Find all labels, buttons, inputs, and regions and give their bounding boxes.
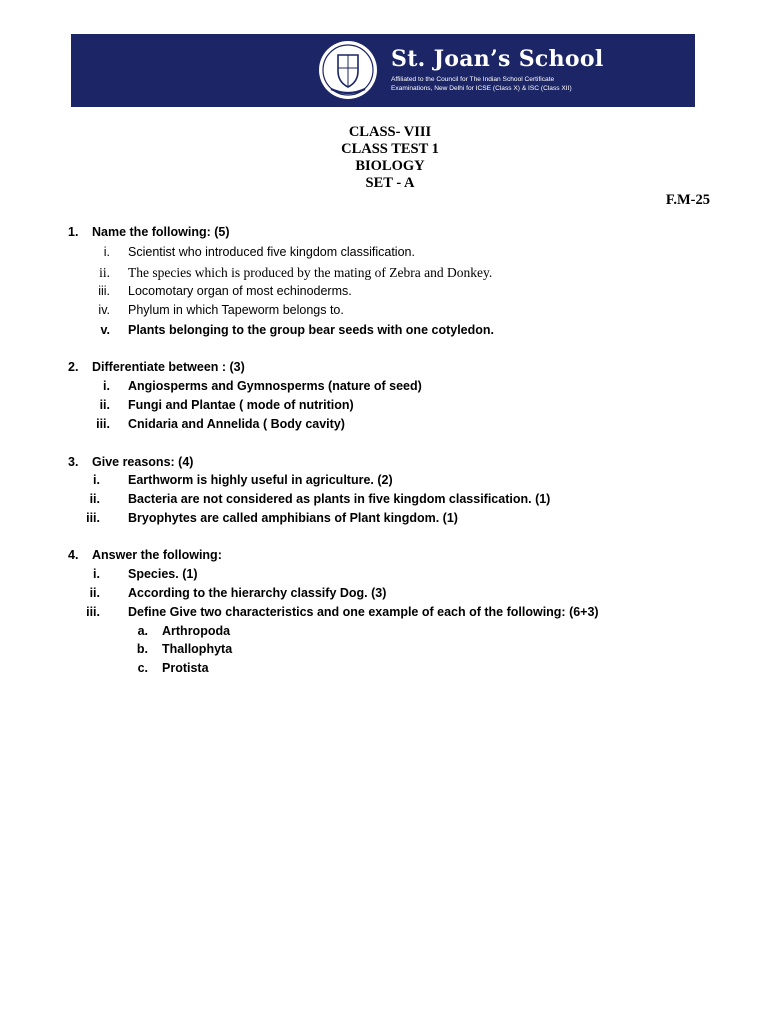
item-numeral: iv. (98, 303, 110, 317)
question-number: 4. (68, 548, 79, 562)
full-marks: F.M-25 (665, 192, 710, 208)
question-2 (68, 360, 245, 374)
item-text: Scientist who introduced five kingdom classification. (128, 245, 415, 259)
item-text: Bryophytes are called amphibians of Plant kingdom. (1) (128, 511, 458, 525)
test-label: CLASS TEST 1 (341, 141, 439, 157)
question-title: Differentiate between : (3) (92, 360, 245, 374)
question-4 (68, 548, 222, 562)
item-text: The species which is produced by the mating of Zebra and Donkey. (128, 265, 493, 280)
question-title: Give reasons: (4) (92, 455, 194, 469)
affiliation-line-1: Affiliated to the Council for The Indian School Certificate (391, 76, 555, 83)
item-text: Protista (162, 661, 209, 675)
item-text: Phylum in which Tapeworm belongs to. (128, 303, 344, 317)
item-text: Define Give two characteristics and one example of each of the following: (6+3) (128, 605, 599, 619)
item-letter: b. (136, 642, 148, 656)
question-number: 1. (68, 225, 79, 239)
subject-label: BIOLOGY (355, 158, 425, 174)
question-1 (68, 225, 230, 239)
item-text: Angiosperms and Gymnosperms (nature of seed) (128, 379, 422, 393)
item-numeral: v. (100, 323, 110, 337)
item-text: Species. (1) (128, 567, 198, 581)
class-label: CLASS- VIII (348, 124, 432, 140)
item-text: According to the hierarchy classify Dog. (3) (128, 586, 387, 600)
item-numeral: iii. (86, 605, 100, 619)
item-numeral: i. (93, 473, 100, 487)
question-number: 2. (68, 360, 79, 374)
school-name: St. Joan’s School (391, 46, 604, 72)
item-text: Cnidaria and Annelida ( Body cavity) (128, 417, 345, 431)
question-title: Name the following: (5) (92, 225, 230, 239)
paper-heading (0, 124, 768, 192)
item-text: Earthworm is highly useful in agriculture. (2) (128, 473, 393, 487)
item-numeral: iii. (96, 417, 110, 431)
school-crest-icon (317, 39, 379, 101)
item-numeral: ii. (99, 265, 110, 280)
item-numeral: i. (103, 245, 110, 259)
question-3 (68, 455, 193, 469)
item-numeral: i. (103, 379, 110, 393)
item-numeral: i. (93, 567, 100, 581)
set-label: SET - A (365, 175, 415, 191)
item-text: Fungi and Plantae ( mode of nutrition) (128, 398, 354, 412)
item-numeral: iii. (98, 284, 110, 298)
question-number: 3. (68, 455, 79, 469)
item-text: Thallophyta (162, 642, 233, 656)
item-text: Locomotary organ of most echinoderms. (128, 284, 352, 298)
question-title: Answer the following: (92, 548, 222, 562)
item-numeral: ii. (89, 492, 100, 506)
item-numeral: iii. (86, 511, 100, 525)
item-numeral: ii. (99, 398, 110, 412)
item-letter: c. (137, 661, 148, 675)
item-text: Plants belonging to the group bear seeds with one cotyledon. (128, 323, 495, 337)
school-banner (71, 34, 695, 107)
affiliation-line-2: Examinations, New Delhi for ICSE (Class X) & ISC (Class XII) (391, 85, 572, 92)
item-text: Bacteria are not considered as plants in five kingdom classification. (1) (128, 492, 551, 506)
item-letter: a. (137, 624, 148, 638)
item-text: Arthropoda (162, 624, 231, 638)
item-numeral: ii. (89, 586, 100, 600)
